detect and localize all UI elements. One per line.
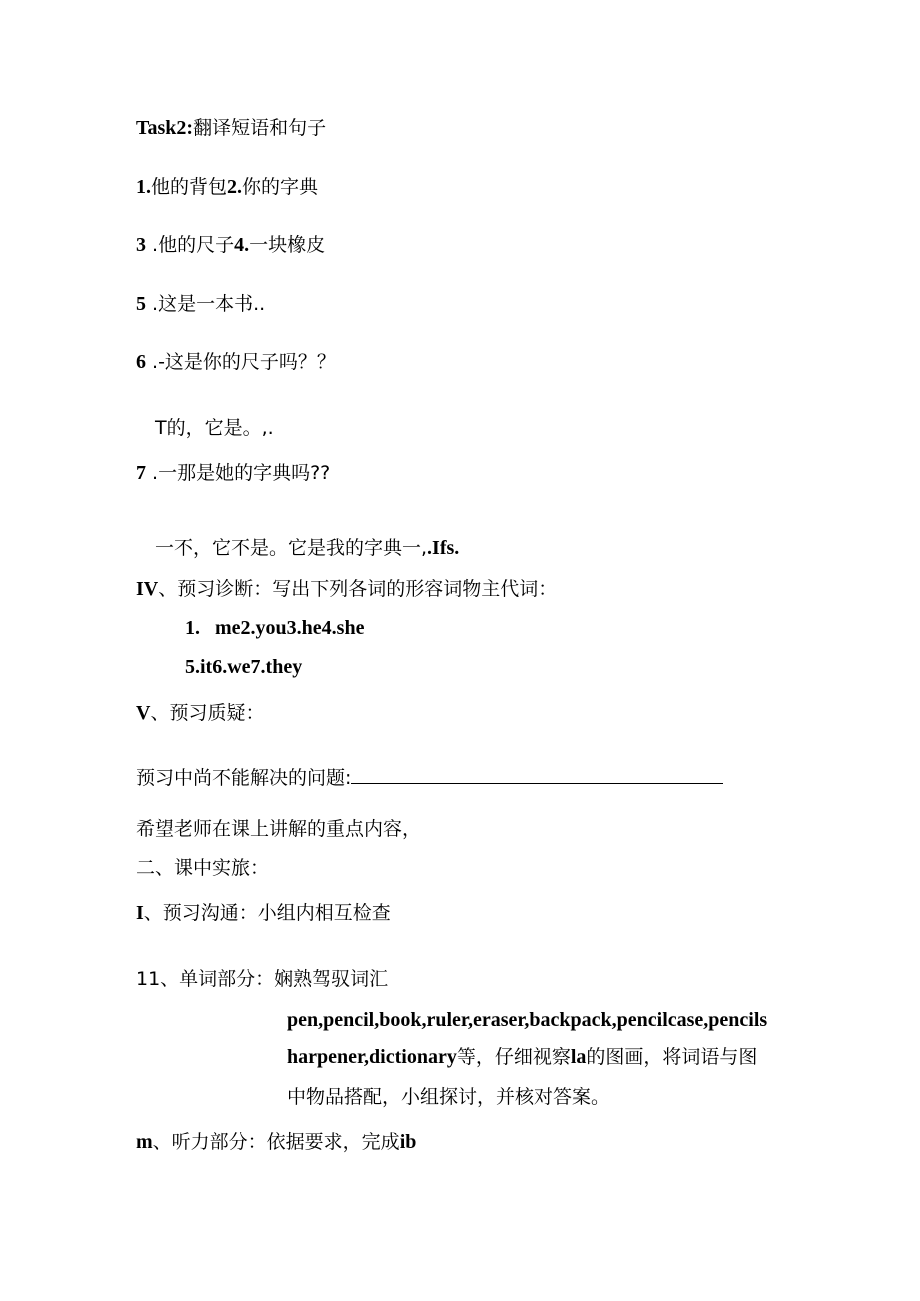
text: .一那是她的字典吗?? [146,462,331,484]
text: 你的字典 [242,176,319,198]
num: m [136,1131,153,1153]
item-7-answer [155,536,459,560]
text: la [570,1046,587,1068]
word-list-3: 中物品搭配，小组探讨，并核对答案。 [287,1086,611,1108]
item-6 [136,350,336,374]
section-iii [136,1130,416,1154]
num: 1. [136,176,151,198]
num: 7 [136,462,146,484]
item-3-4 [136,233,325,257]
num: IV [136,578,159,600]
text: 预习中尚不能解决的问题: [136,767,352,789]
num: I [136,902,144,924]
section-ii: 11、单词部分：娴熟驾驭词汇 [136,968,389,990]
text: .Ifs. [427,537,460,559]
num: 2. [227,176,243,198]
text: 、预习诊断：写出下列各词的形容词物主代词： [158,578,558,600]
item-5 [136,292,265,316]
text: 、听力部分：依据要求，完成 [152,1131,400,1153]
num: 5 [136,293,146,315]
num: 6 [136,351,146,373]
text: 一块橡皮 [249,234,326,256]
text: 他的背包 [151,176,228,198]
num: 4. [234,234,250,256]
text: 、预习沟通：小组内相互检查 [143,902,391,924]
word-list-1: pen,pencil,book,ruler,eraser,backpack,pencilcase,pencils [287,1009,768,1031]
text: 等，仔细视察 [456,1046,571,1068]
item-1-2 [136,175,318,199]
text: .这是一本书.. [146,293,266,315]
task-title: 翻译短语和句子 [193,117,327,139]
section-iv [136,577,557,601]
task-label: Task2: [136,117,194,139]
section-v [136,701,264,725]
pronoun-list-1: 1. me2.you3.he4.she [185,617,365,639]
hope-line: 希望老师在课上讲解的重点内容， [136,818,422,840]
text: .-这是你的尺子吗？？ [146,351,336,373]
text: .他的尺子 [146,234,235,256]
section-i [136,901,391,925]
word-list-2 [287,1045,757,1069]
text: ib [399,1131,417,1153]
text: 一不，它不是。它是我的字典一, [155,537,428,559]
item-6-answer: T的，它是。,. [155,417,274,439]
num: V [136,702,151,724]
item-7 [136,461,330,485]
num: 3 [136,234,146,256]
text: 的图画，将词语与图 [586,1046,758,1068]
task2-heading [136,116,326,140]
part-2-heading: 二、课中实旅： [136,857,270,879]
unsolved-line [136,765,723,790]
text: harpener,dictionary [287,1046,457,1068]
text: 、预习质疑： [150,702,265,724]
answer-blank[interactable] [351,765,723,784]
pronoun-list-2: 5.it6.we7.they [185,656,303,678]
